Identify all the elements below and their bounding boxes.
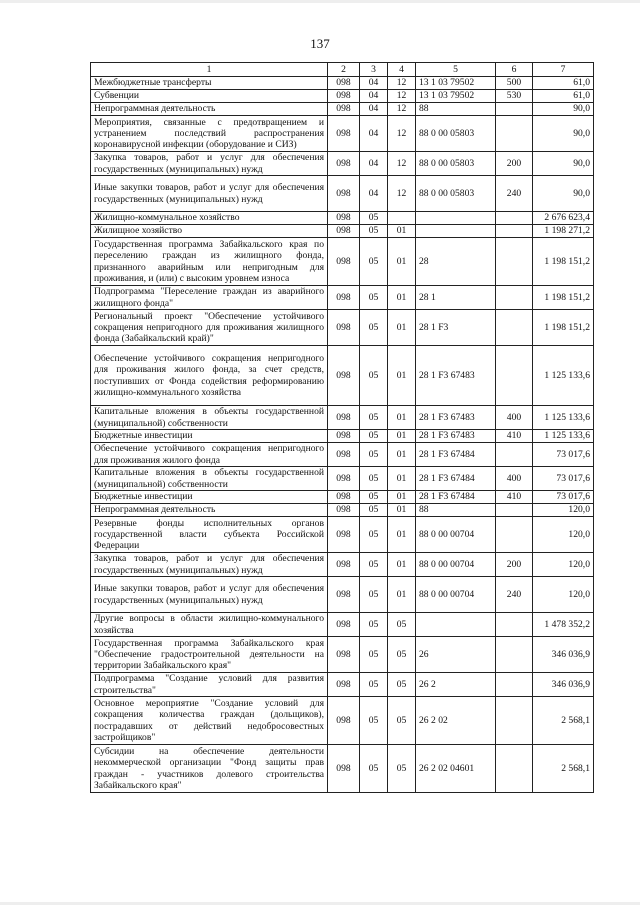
row-ved-code: 098 [328, 517, 360, 553]
table-row [91, 613, 594, 637]
row-section-code: 05 [360, 310, 388, 346]
row-amount: 90,0 [533, 116, 594, 152]
table-row [91, 745, 594, 793]
row-section-code: 04 [360, 103, 388, 116]
row-amount: 73 017,6 [533, 491, 594, 504]
row-target-article: 28 1 F3 67483 [416, 346, 496, 406]
row-section-code: 04 [360, 77, 388, 90]
row-target-article: 28 1 F3 67484 [416, 491, 496, 504]
row-ved-code: 098 [328, 577, 360, 613]
page-number: 137 [310, 36, 330, 51]
row-subsection-code [388, 212, 416, 225]
row-amount: 2 568,1 [533, 745, 594, 793]
row-name: Закупка товаров, работ и услуг для обеспечения государственных (муниципальных) нужд [91, 152, 328, 176]
row-section-code: 05 [360, 673, 388, 697]
row-subsection-code: 01 [388, 286, 416, 310]
row-amount: 1 478 352,2 [533, 613, 594, 637]
row-name: Подпрограмма "Переселение граждан из аварийного жилищного фонда" [91, 286, 328, 310]
row-section-code: 04 [360, 116, 388, 152]
row-target-article: 28 1 F3 67484 [416, 467, 496, 491]
row-ved-code: 098 [328, 745, 360, 793]
table-row [91, 286, 594, 310]
row-name: Бюджетные инвестиции [91, 491, 328, 504]
row-amount: 61,0 [533, 77, 594, 90]
row-target-article: 13 1 03 79502 [416, 77, 496, 90]
row-subsection-code: 01 [388, 504, 416, 517]
row-section-code: 05 [360, 553, 388, 577]
row-name: Обеспечение устойчивого сокращения непригодного для проживания жилого фонда [91, 443, 328, 467]
header-row [91, 63, 594, 77]
row-subsection-code: 01 [388, 238, 416, 286]
row-amount: 1 125 133,6 [533, 346, 594, 406]
row-name: Мероприятия, связанные с предотвращением и устранением последствий распространения коронавирусной инфекции (оборудование и СИЗ) [91, 116, 328, 152]
table-row [91, 176, 594, 212]
row-section-code: 05 [360, 225, 388, 238]
row-ved-code: 098 [328, 613, 360, 637]
row-subsection-code: 01 [388, 443, 416, 467]
row-expense-type [496, 238, 533, 286]
row-target-article: 28 1 F3 67483 [416, 406, 496, 430]
table-row [91, 430, 594, 443]
row-section-code: 04 [360, 176, 388, 212]
row-amount: 120,0 [533, 517, 594, 553]
row-ved-code: 098 [328, 310, 360, 346]
row-ved-code: 098 [328, 491, 360, 504]
row-section-code: 05 [360, 406, 388, 430]
row-target-article: 88 [416, 103, 496, 116]
row-subsection-code: 05 [388, 697, 416, 745]
table-row [91, 577, 594, 613]
row-ved-code: 098 [328, 225, 360, 238]
row-subsection-code: 12 [388, 116, 416, 152]
row-name: Иные закупки товаров, работ и услуг для обеспечения государственных (муниципальных) нужд [91, 176, 328, 212]
row-name: Другие вопросы в области жилищно-коммунального хозяйства [91, 613, 328, 637]
row-expense-type: 400 [496, 406, 533, 430]
row-expense-type [496, 116, 533, 152]
top-scan-edge [0, 0, 640, 3]
row-name: Государственная программа Забайкальского края "Обеспечение градостроительной деятельности на территории Забайкальского края" [91, 637, 328, 673]
row-target-article: 88 0 00 05803 [416, 116, 496, 152]
row-expense-type: 410 [496, 430, 533, 443]
row-subsection-code: 12 [388, 77, 416, 90]
row-name: Капитальные вложения в объекты государственной (муниципальной) собственности [91, 467, 328, 491]
table-row [91, 406, 594, 430]
row-name: Непрограммная деятельность [91, 103, 328, 116]
table-row [91, 225, 594, 238]
row-section-code: 05 [360, 491, 388, 504]
row-section-code: 05 [360, 212, 388, 225]
row-section-code: 05 [360, 745, 388, 793]
row-ved-code: 098 [328, 90, 360, 103]
row-subsection-code: 01 [388, 406, 416, 430]
row-amount: 2 676 623,4 [533, 212, 594, 225]
row-subsection-code: 05 [388, 637, 416, 673]
row-amount: 1 198 271,2 [533, 225, 594, 238]
row-target-article: 26 2 02 04601 [416, 745, 496, 793]
row-section-code: 04 [360, 90, 388, 103]
row-expense-type: 500 [496, 77, 533, 90]
row-subsection-code: 12 [388, 90, 416, 103]
row-target-article: 26 [416, 637, 496, 673]
row-subsection-code: 05 [388, 613, 416, 637]
table-row [91, 116, 594, 152]
row-expense-type [496, 310, 533, 346]
row-ved-code: 098 [328, 637, 360, 673]
row-section-code: 05 [360, 286, 388, 310]
row-target-article [416, 613, 496, 637]
header-cell: 6 [496, 63, 533, 77]
table-row [91, 637, 594, 673]
row-subsection-code: 12 [388, 152, 416, 176]
row-amount: 1 198 151,2 [533, 310, 594, 346]
row-name: Жилищно-коммунальное хозяйство [91, 212, 328, 225]
row-subsection-code: 01 [388, 517, 416, 553]
row-ved-code: 098 [328, 673, 360, 697]
row-ved-code: 098 [328, 443, 360, 467]
row-section-code: 05 [360, 467, 388, 491]
row-amount: 1 198 151,2 [533, 238, 594, 286]
row-target-article: 28 1 F3 [416, 310, 496, 346]
row-expense-type: 530 [496, 90, 533, 103]
row-amount: 1 125 133,6 [533, 406, 594, 430]
row-amount: 90,0 [533, 103, 594, 116]
row-subsection-code: 05 [388, 673, 416, 697]
row-amount: 120,0 [533, 553, 594, 577]
row-amount: 2 568,1 [533, 697, 594, 745]
row-expense-type [496, 346, 533, 406]
row-expense-type [496, 286, 533, 310]
row-section-code: 05 [360, 577, 388, 613]
row-subsection-code: 01 [388, 225, 416, 238]
row-subsection-code: 05 [388, 745, 416, 793]
table-row [91, 212, 594, 225]
budget-table [90, 62, 594, 793]
header-cell: 5 [416, 63, 496, 77]
row-ved-code: 098 [328, 77, 360, 90]
row-subsection-code: 12 [388, 176, 416, 212]
header-cell: 7 [533, 63, 594, 77]
row-name: Резервные фонды исполнительных органов государственной власти субъекта Российской Федерации [91, 517, 328, 553]
row-target-article: 28 1 F3 67483 [416, 430, 496, 443]
row-section-code: 05 [360, 637, 388, 673]
row-expense-type [496, 613, 533, 637]
row-amount: 61,0 [533, 90, 594, 103]
table-row [91, 504, 594, 517]
table-row [91, 697, 594, 745]
row-section-code: 05 [360, 443, 388, 467]
row-subsection-code: 01 [388, 577, 416, 613]
table-row [91, 673, 594, 697]
row-ved-code: 098 [328, 467, 360, 491]
row-amount: 1 125 133,6 [533, 430, 594, 443]
row-expense-type: 410 [496, 491, 533, 504]
row-expense-type: 200 [496, 152, 533, 176]
row-name: Бюджетные инвестиции [91, 430, 328, 443]
table-row [91, 443, 594, 467]
row-ved-code: 098 [328, 176, 360, 212]
row-section-code: 05 [360, 517, 388, 553]
row-ved-code: 098 [328, 286, 360, 310]
table-body [91, 77, 594, 793]
row-name: Закупка товаров, работ и услуг для обеспечения государственных (муниципальных) нужд [91, 553, 328, 577]
table-row [91, 467, 594, 491]
row-name: Непрограммная деятельность [91, 504, 328, 517]
row-amount: 1 198 151,2 [533, 286, 594, 310]
row-target-article: 88 0 00 00704 [416, 553, 496, 577]
row-section-code: 05 [360, 346, 388, 406]
row-target-article: 88 0 00 00704 [416, 577, 496, 613]
row-section-code: 05 [360, 697, 388, 745]
row-amount: 346 036,9 [533, 673, 594, 697]
row-expense-type [496, 697, 533, 745]
row-subsection-code: 01 [388, 346, 416, 406]
row-ved-code: 098 [328, 103, 360, 116]
row-target-article: 28 1 F3 67484 [416, 443, 496, 467]
row-name: Обеспечение устойчивого сокращения непригодного для проживания жилого фонда, за счет средств, поступивших от Фонда содействия реформированию жилищно-коммунального хозяйства [91, 346, 328, 406]
row-expense-type: 400 [496, 467, 533, 491]
row-subsection-code: 01 [388, 310, 416, 346]
row-expense-type [496, 637, 533, 673]
table-row [91, 553, 594, 577]
row-expense-type [496, 745, 533, 793]
row-name: Региональный проект "Обеспечение устойчивого сокращения непригодного для проживания жилищного фонда (Забайкальский край)" [91, 310, 328, 346]
table-row [91, 346, 594, 406]
row-target-article [416, 212, 496, 225]
row-expense-type [496, 443, 533, 467]
table-row [91, 103, 594, 116]
row-subsection-code: 12 [388, 103, 416, 116]
row-ved-code: 098 [328, 346, 360, 406]
row-name: Подпрограмма "Создание условий для развития строительства" [91, 673, 328, 697]
header-cell: 3 [360, 63, 388, 77]
row-ved-code: 098 [328, 116, 360, 152]
row-ved-code: 098 [328, 430, 360, 443]
table-row [91, 491, 594, 504]
table-row [91, 310, 594, 346]
header-cell: 4 [388, 63, 416, 77]
row-target-article: 88 0 00 05803 [416, 176, 496, 212]
row-name: Капитальные вложения в объекты государственной (муниципальной) собственности [91, 406, 328, 430]
row-target-article: 26 2 02 [416, 697, 496, 745]
row-name: Субвенции [91, 90, 328, 103]
table-row [91, 517, 594, 553]
row-expense-type [496, 225, 533, 238]
row-ved-code: 098 [328, 697, 360, 745]
row-expense-type: 240 [496, 577, 533, 613]
row-subsection-code: 01 [388, 491, 416, 504]
row-target-article: 26 2 [416, 673, 496, 697]
row-amount: 120,0 [533, 577, 594, 613]
row-subsection-code: 01 [388, 467, 416, 491]
row-expense-type [496, 517, 533, 553]
row-expense-type [496, 103, 533, 116]
table-row [91, 77, 594, 90]
row-ved-code: 098 [328, 504, 360, 517]
row-ved-code: 098 [328, 152, 360, 176]
row-section-code: 05 [360, 238, 388, 286]
row-section-code: 05 [360, 613, 388, 637]
row-section-code: 04 [360, 152, 388, 176]
row-amount: 90,0 [533, 152, 594, 176]
table-row [91, 90, 594, 103]
row-amount: 120,0 [533, 504, 594, 517]
row-ved-code: 098 [328, 406, 360, 430]
row-expense-type: 200 [496, 553, 533, 577]
row-target-article: 88 0 00 00704 [416, 517, 496, 553]
row-subsection-code: 01 [388, 430, 416, 443]
row-amount: 73 017,6 [533, 467, 594, 491]
table-row [91, 238, 594, 286]
row-ved-code: 098 [328, 553, 360, 577]
row-subsection-code: 01 [388, 553, 416, 577]
row-ved-code: 098 [328, 238, 360, 286]
row-expense-type [496, 212, 533, 225]
row-ved-code: 098 [328, 212, 360, 225]
row-name: Государственная программа Забайкальского края по переселению граждан из жилищного фонда, признанного аварийным или непригодным для проживания, и (или) с высоким уровнем износа [91, 238, 328, 286]
table-row [91, 152, 594, 176]
row-target-article: 88 [416, 504, 496, 517]
row-expense-type [496, 504, 533, 517]
row-amount: 90,0 [533, 176, 594, 212]
row-name: Субсидии на обеспечение деятельности некоммерческой организации "Фонд защиты прав граждан - участников долевого строительства Забайкальского края" [91, 745, 328, 793]
row-target-article: 88 0 00 05803 [416, 152, 496, 176]
row-expense-type: 240 [496, 176, 533, 212]
row-target-article: 28 1 [416, 286, 496, 310]
row-target-article [416, 225, 496, 238]
header-cell: 2 [328, 63, 360, 77]
row-target-article: 13 1 03 79502 [416, 90, 496, 103]
row-expense-type [496, 673, 533, 697]
row-section-code: 05 [360, 504, 388, 517]
row-amount: 346 036,9 [533, 637, 594, 673]
header-cell: 1 [91, 63, 328, 77]
row-name: Иные закупки товаров, работ и услуг для обеспечения государственных (муниципальных) нужд [91, 577, 328, 613]
row-target-article: 28 [416, 238, 496, 286]
row-amount: 73 017,6 [533, 443, 594, 467]
row-name: Жилищное хозяйство [91, 225, 328, 238]
row-section-code: 05 [360, 430, 388, 443]
row-name: Основное мероприятие "Создание условий для сокращения количества граждан (дольщиков), пострадавших от действий недобросовестных застройщиков" [91, 697, 328, 745]
row-name: Межбюджетные трансферты [91, 77, 328, 90]
